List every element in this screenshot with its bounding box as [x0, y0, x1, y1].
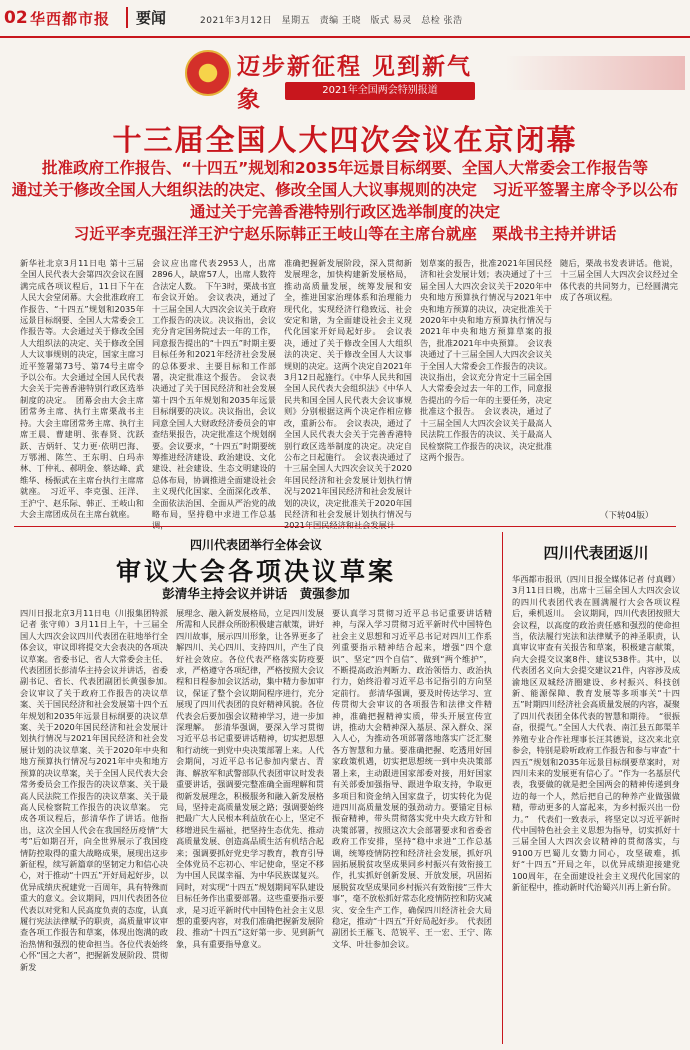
delegation-column: 要认真学习贯彻习近平总书记重要讲话精神，与深入学习贯彻习近平新时代中国特色社会主义思想和习近平总书记对四川工作系列重要指示精神结合起来，增强“四个意识”、坚定“四个自信”、做到“两个维护”，不断提高政治判断力、政治领悟力、政治执行力，始终沿着习近平总书记指引的方向坚定前行。 彭清华强调，要及时传达学习、宣传贯彻大会审议的各项报告和法律文件精神，准确把握精神实质，带头开展宣传宣讲，推动大会精神深入基层、深入群众、深入人心，为推动各项部署落地落实广泛汇聚各方智慧和力量。要准确把握、吃透用好国家政策机遇，切实把思想统一到中央决策部署上来，主动跟进国家部委对接，用好国家有关部委加强指导、跟进争取支持，争取更多项目和资金纳入国家盘子，切实转化为促进四川高质量发展的强劲动力。要锚定目标振奋精神，带头贯彻落实党中央大政方针和决策部署，按照这次大会部署要求和省委省政府工作安排，坚持“稳中求进”工作总基调，统筹疫情防控和经济社会发展，抓好巩固拓展脱贫攻坚成果同乡村振兴有效衔接工作，扎实抓好创新发展、开放发展，巩固拓展脱贫攻坚成果同乡村振兴有效衔接“三件大事”，毫不放松抓好常态化疫情防控和防灾减灾、安全生产工作，确保四川经济社会大局稳定，推动“十四五”开好局起好步。 代表团副团长王雁飞、范锐平、王一宏、王宁、陈文华、叶壮参加会议。	[332, 608, 492, 949]
page-number: 02	[4, 8, 28, 28]
continued-note: （下转04版）	[600, 511, 654, 521]
column-rule	[502, 532, 503, 1044]
page-meta: 2021年3月12日 星期五 责编 王晓 版式 易灵 总检 张浩	[200, 16, 463, 26]
lead-column: 准确把握新发展阶段，深入贯彻新发展理念，加快构建新发展格局，推动高质量发展，统筹发展和安全，推进国家治理体系和治理能力现代化，实现经济行稳致远、社会安定和谐，为全面建设社会主义现代化国家开好局起好步。 会议表决，通过了关于修改全国人大组织法的决定、关于修改全国人大议事规则的决定。这两个决定自2021年3月12日起施行。《中华人民共和国全国人民代表大会组织法》《中华人民共和国全国人民代表大会议事规则》分别根据这两个决定作相应修改，重新公布。 会议表决，通过了全国人民代表大会关于完善香港特别行政区选举制度的决定。决定自公布之日起施行。 会议表决通过了十三届全国人大四次会议关于2020年国民经济和社会发展计划执行情况与2021年国民经济和社会发展计划的决议，决定批准关于2020年国民经济和社会发展计划执行情况与	[284, 258, 412, 519]
special-banner	[185, 48, 495, 113]
lead-subhead: 批准政府工作报告、“十四五”规划和2035年远景目标纲要、全国人大常委会工作报告等	[41, 159, 649, 177]
paper-name-logo: 华西都市报	[30, 10, 111, 28]
lead-headline: 十三届全国人大四次会议在京闭幕	[112, 123, 578, 157]
lead-subhead: 通过关于修改全国人大组织法的决定、修改全国人大议事规则的决定 习近平签署主席令予以公布	[11, 181, 679, 199]
delegation-headline: 审议大会各项决议草案	[115, 557, 396, 586]
national-emblem-icon	[185, 50, 231, 96]
banner-ribbon: 2021年全国两会特别报道	[285, 82, 475, 100]
lead-column: 会议应出席代表2953人，出席2896人，缺席57人，出席人数符合法定人数。 下午3时，栗战书宣布会议开始。 会议表决，通过了十三届全国人大四次会议关于政府工作报告的决议。决议指出，会议充分肯定国务院过去一年的工作，同意报告提出的“十四五”时期主要目标任务和2021年经济社会发展的总体要求、主要目标和工作部署，决定批准这个报告。 会议表决通过了关于国民经济和社会发展第十四个五年规划和2035年远景目标纲要的决议。决议指出，会议同意全国人大财政经济委员会的审查结果报告，决定批准这个规划纲要。会议要求，“十四五”时期要统筹推进经济建设、政治建设、文化建设、社会建设、生态文明建设的总体布局，协调推进全面建设社会主义现代化国家、全面深化改革、全面依法治国、全面从严治党的战略布局，坚持稳中求进工作总基	[152, 258, 276, 519]
lead-column: 划草案的报告，批准2021年国民经济和社会发展计划；表决通过了十三届全国人大四次会议关于2020年中央和地方预算执行情况与2021年中央和地方预算的决议，决定批准关于2020年中央和地方预算执行情况与2021年中央和地方预算草案的报告，批准2021年中央预算。 会议表决通过了十三届全国人大四次会议关于全国人大常委会工作报告的决议。决议指出，会议充分肯定十三届全国人大常委会过去一年的工作，同意报告提出的今后一年的主要任务，决定批准这个报告。 会议表决，通过了十三届全国人大四次会议关于最高人民法院工作报告的决议、关于最高人民检察院工作报告的决议，决定批准这两个报告。	[420, 258, 552, 462]
lead-column: 新华社北京3月11日电 第十三届全国人民代表大会第四次会议在圆满完成各项议程后，11日下午在人民大会堂闭幕。大会批准政府工作报告、“十四五”规划和2035年远景目标纲要、全国人大常委会工作报告等。大会通过关于修改全国人大组织法的决定、关于修改全国人大议事规则的决定，国家主席习近平签署第73号、第74号主席令予以公布。大会通过全国人民代表大会关于完善香港特别行政区选举制度的决定。 团幕会由大会主席团常务主席、执行主席栗战书主持。大会主席团常务主席、执行主席王晨、曹建明、张春贤、沈跃跃、吉炳轩、艾力更·依明巴海、万鄂湘、陈竺、王东明、白玛赤林、丁仲礼、郝明金、蔡达峰、武维华、杨振武在主席台执行主席席就座。 习近平、李克强、汪洋、王沪宁、赵乐际、韩正、王岐山和大会主席团成员在主席台就座。	[20, 258, 144, 519]
side-story-body: 华西都市报讯（四川日报全媒体记者 付真卿）3月11日日晚，出席十三届全国人大四次会议的四川代表团代表在圆满履行大会各项议程后，乘机返川。 会议期间，四川代表团按照大会议程，以高度的政治责任感和强烈的使命担当，依法履行宪法和法律赋予的神圣职责，认真审议审查有关报告和草案，积极建言献策，向大会提交议案8件、建议538件。其中，以代表团名义向大会提交建议21件，内容涉及成渝地区双城经济圈建设、乡村振兴、科技创新、能源保障、教育发展等多项事关“十四五”时期四川经济社会高质量发展的内容，凝聚了四川代表团全体代表的智慧和期待。 “很振奋，很提气。”全国人大代表、南江县五郎渠羊养殖专业合作社理事长汪其德说，这次来北京参会，特别是聆听政府工作报告和参与审查“十四五”规划和2035年远景目标纲要草案时，对四川未来的发展更有信心了。“作为一名基层代表，我要做的就是把全国两会的精神传递到身边的每一个人，然后把自己的种养产业做强做精，带动更多的人富起来，为乡村振兴出一份力。” 代表们一致表示，将坚定以习近平新时代中国特色社会主义思想为指导，切实抓好十三届全国人大四次会议精神的贯彻落实，与9100万巴蜀儿女勠力同心，攻坚破难，抓好“十四五”开局之年，以优异成绩迎接建党100周年，在全面建设社会主义现代化国家的新征程中，推动新时代治蜀兴川再上新台阶。	[512, 574, 680, 892]
lead-column: 随后，栗战书发表讲话。他说，十三届全国人大四次会议经过全体代表的共同努力，已经圆满完成了各项议程。	[560, 258, 678, 303]
masthead	[0, 0, 690, 38]
lead-subhead: 习近平李克强汪洋王沪宁赵乐际韩正王岐山等在主席台就座 栗战书主持并讲话	[73, 225, 617, 243]
side-headline: 四川代表团返川	[543, 544, 649, 562]
lead-subhead: 通过关于完善香港特别行政区选举制度的决定	[189, 203, 500, 221]
section-divider	[14, 526, 676, 527]
delegation-column: 四川日报北京3月11日电（川报集团特派记者 张守帅）3月11日上午，十三届全国人大四次会议四川代表团在驻地举行全体会议，审议即将提交大会表决的各项决议草案。省委书记、省人大常委会主任、代表团团长彭清华主持会议并讲话，省委副书记、省长、代表团副团长黄强参加。 会议审议了关于政府工作报告的决议草案、关于国民经济和社会发展第十四个五年规划和2035年远景目标纲要的决议草案、关于2020年国民经济和社会发展计划执行情况与2021年国民经济和社会发展计划的决议草案、关于2020年中央和地方预算执行情况与2021年中央和地方预算的决议草案，关于全国人民代表大会常务委员会工作报告的决议草案、关于最高人民法院工作报告的决议草案、关于最高人民检察院工作报告的决议草案。 完成各项议程后，彭清华作了讲话。他指出，这次全国人代会在我国经历疫情“大考”后如期召开，向全世界展示了我国疫情防控取得的重大战略成果，展现出这步新征程，续写新篇章的坚韧定力和信心决心，对于推动“十四五”开好局起好步，以优异成绩庆祝建党一百周年，具有特殊而重大的意义。会议期间，四川代表团各位代表以对党和人民高度负责的态度，认真履行宪法法律赋予的职责，高质量审议审查各项工作报告和草案，体现出饱满的政治热情和强烈的使命担当。各位代表始终心怀“国之大者”，把握新发展阶段、贯彻新发	[20, 608, 177, 972]
banner-title: 迈步新征程 见到新气象	[237, 54, 473, 113]
delegation-deck: 彭清华主持会议并讲话 黄强参加	[162, 586, 350, 601]
delegation-pre-title: 四川代表团举行全体会议	[189, 538, 322, 552]
flag-decoration	[505, 56, 685, 90]
section-label: 要闻	[126, 7, 166, 28]
delegation-column: 展理念、融入新发展格局，立足四川发展所需和人民群众所盼积极建言献策，讲好四川故事，展示四川形象，让各界更多了解四川、关心四川、支持四川，产生了良好社会效应。各位代表严格落实防疫要求，严格遵守各项纪律，严格按照大会议程和日程参加会议活动，集中精力参加审议，保证了整个会议期间程序进行，充分展现了四川代表团的良好精神风貌。各位代表会后要加强会议精神学习，进一步加深理解。 彭清华强调，要深入学习贯彻习近平总书记重要讲话精神，切实把思想和行动统一到党中央决策部署上来。人代会期间，习近平总书记参加内蒙古、青海、解放军和武警部队代表团审议时发表重要讲话，强调要完整准确全面理解和贯彻新发展理念，积极服务和融入新发展格局，坚持走高质量发展之路；强调要始终把最广大人民根本利益放在心上，坚定不移增进民生福祉，把坚持生态优先、推动高质量发展、创造高品质生活有机结合起来；强调要抓好党史学习教育，教育引导全体党员不忘初心、牢记使命，坚定不移为中国人民谋幸福、为中华民族谋复兴。同时，对实现“十四五”规划期间军队建设目标任务作出重要部署。这些重要指示要求，是习近平新时代中国特色社会主义思想的重要内容，对我们准确把握新发展阶段、推动“十四五”这好第一步、见到新气象，具有重要指导意义。	[176, 608, 324, 949]
